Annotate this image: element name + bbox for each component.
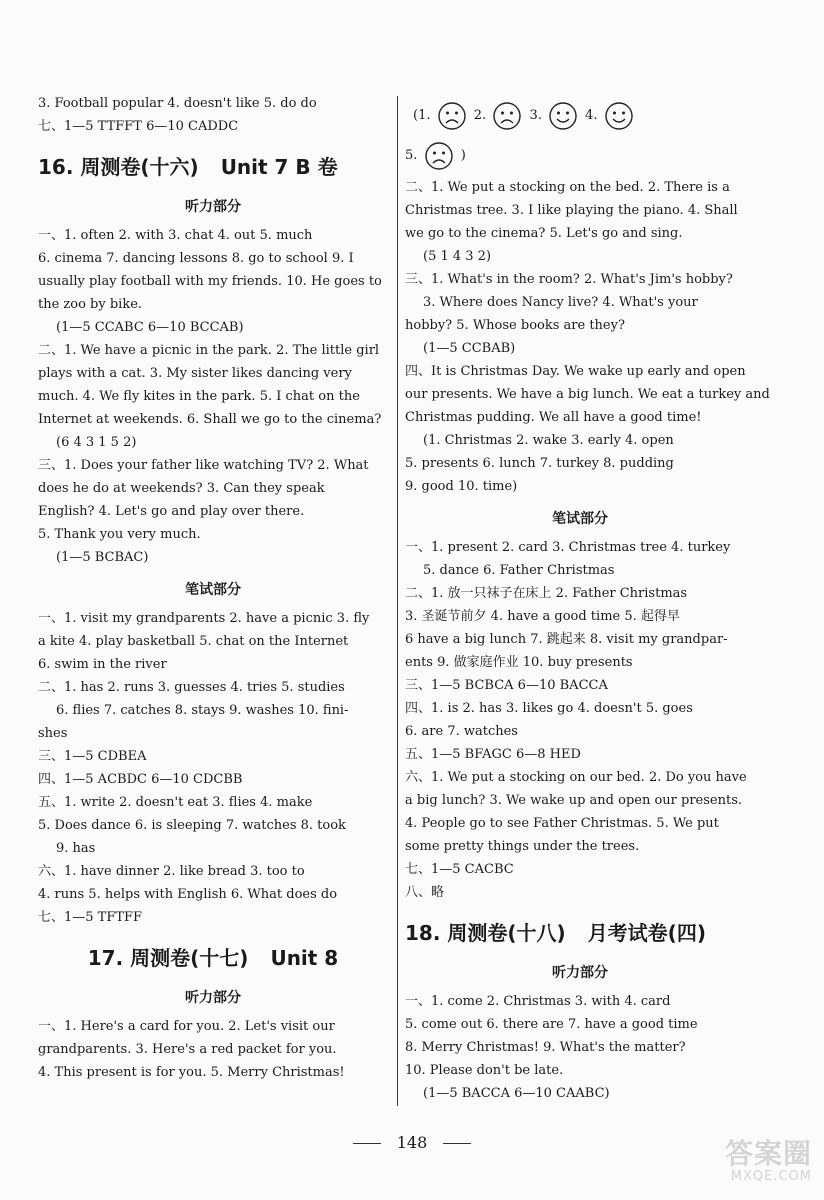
footer-dash <box>353 1143 381 1144</box>
text-line: hobby? 5. Whose books are they? <box>405 318 625 333</box>
answer-key: (5 1 4 3 2) <box>423 249 492 264</box>
answer-key: (1—5 CCBAB) <box>423 341 516 356</box>
text-line: 七、1—5 TFTFF <box>38 910 143 925</box>
answer-key: (1—5 BACCA 6—10 CAABC) <box>423 1086 610 1101</box>
text-line: a big lunch? 3. We wake up and open our presents. <box>405 793 743 808</box>
sad-face-icon <box>492 101 522 131</box>
unit17-heading <box>38 943 388 973</box>
text-line: 4. This present is for you. 5. Merry Christmas! <box>38 1065 345 1080</box>
text-line: 二、1. We have a picnic in the park. 2. The little girl <box>38 343 380 358</box>
unit18-heading <box>405 918 755 948</box>
unit16-heading <box>38 152 388 182</box>
faces-open: (1. <box>413 108 431 123</box>
unit18-title: 18. 周测卷(十八) <box>405 921 566 945</box>
text-line: 四、1. is 2. has 3. likes go 4. doesn't 5. goes <box>405 701 693 716</box>
text-line: 四、It is Christmas Day. We wake up early and open <box>405 364 746 379</box>
face-number: 2. <box>473 108 487 123</box>
answer-key: (1—5 BCBAC) <box>56 550 149 565</box>
text-line: 4. runs 5. helps with English 6. What does do <box>38 887 338 902</box>
text-line: 9. has <box>56 841 96 856</box>
text-line: our presents. We have a big lunch. We eat a turkey and <box>405 387 770 402</box>
text-line: 二、1. has 2. runs 3. guesses 4. tries 5. studies <box>38 680 345 695</box>
faces-close: ) <box>460 148 466 163</box>
text-line: 七、1—5 CACBC <box>405 862 514 877</box>
text-line: 二、1. 放一只袜子在床上 2. Father Christmas <box>405 586 688 601</box>
text-line: 6 have a big lunch 7. 跳起来 8. visit my grandpar- <box>405 632 728 647</box>
text-line: 6. cinema 7. dancing lessons 8. go to school 9. I <box>38 251 354 266</box>
site-watermark <box>725 1138 812 1184</box>
text-line: 四、1—5 ACBDC 6—10 CDCBB <box>38 772 243 787</box>
unit18-subtitle: 月考试卷(四) <box>587 921 706 945</box>
face-number: 4. <box>585 108 598 123</box>
text-line: 三、1—5 CDBEA <box>38 749 147 764</box>
text-line: does he do at weekends? 3. Can they speak <box>38 481 325 496</box>
text-line: 六、1. have dinner 2. like bread 3. too to <box>38 864 305 879</box>
text-line: English? 4. Let's go and play over there. <box>38 504 305 519</box>
text-line: 3. Football popular 4. doesn't like 5. do do <box>38 96 317 111</box>
text-line: 5. dance 6. Father Christmas <box>423 563 615 578</box>
faces-row-1 <box>405 96 755 136</box>
happy-face-icon <box>548 101 578 131</box>
text-line: a kite 4. play basketball 5. chat on the Internet <box>38 634 349 649</box>
face-number: 5. <box>405 148 418 163</box>
text-line: 3. Where does Nancy live? 4. What's your <box>423 295 698 310</box>
page-footer <box>0 1128 824 1158</box>
watermark-logo-text: 答案圈 <box>724 1137 812 1170</box>
unit16-title: 16. 周测卷(十六) <box>38 155 199 179</box>
unit16-subtitle: Unit 7 B 卷 <box>220 155 338 179</box>
text-line: 八、略 <box>405 885 445 900</box>
text-line: 3. 圣诞节前夕 4. have a good time 5. 起得早 <box>405 609 680 624</box>
text-line: Christmas tree. 3. I like playing the piano. 4. Shall <box>405 203 738 218</box>
written-heading: 笔试部分 <box>552 511 608 527</box>
text-line: 8. Merry Christmas! 9. What's the matter? <box>405 1040 686 1055</box>
column-divider <box>397 96 398 1106</box>
text-line: 6. flies 7. catches 8. stays 9. washes 10. fini- <box>56 703 349 718</box>
text-line: 5. Does dance 6. is sleeping 7. watches 8. took <box>38 818 346 833</box>
unit17-subtitle: Unit 8 <box>270 946 339 970</box>
unit17-title: 17. 周测卷(十七) <box>87 946 249 970</box>
sad-face-icon <box>437 101 467 131</box>
text-line: 三、1—5 BCBCA 6—10 BACCA <box>405 678 608 693</box>
text-line: 三、1. What's in the room? 2. What's Jim's hobby? <box>405 272 733 287</box>
text-line: some pretty things under the trees. <box>405 839 640 854</box>
listening-heading: 听力部分 <box>185 990 241 1006</box>
text-line: we go to the cinema? 5. Let's go and sing. <box>405 226 683 241</box>
text-line: 5. Thank you very much. <box>38 527 201 542</box>
text-line: 一、1. come 2. Christmas 3. with 4. card <box>405 994 671 1009</box>
text-line: 五、1—5 BFAGC 6—8 HED <box>405 747 581 762</box>
text-line: plays with a cat. 3. My sister likes dancing very <box>38 366 352 381</box>
answer-key: (6 4 3 1 5 2) <box>56 435 137 450</box>
text-line: the zoo by bike. <box>38 297 143 312</box>
text-line: 5. presents 6. lunch 7. turkey 8. pudding <box>405 456 674 471</box>
text-line: 七、1—5 TTFFT 6—10 CADDC <box>38 119 239 134</box>
text-line: 一、1. present 2. card 3. Christmas tree 4. turkey <box>405 540 731 555</box>
text-line: 二、1. We put a stocking on the bed. 2. There is a <box>405 180 730 195</box>
right-column <box>405 96 770 1105</box>
page-number: 148 <box>396 1133 428 1152</box>
text-line: 一、1. often 2. with 3. chat 4. out 5. much <box>38 228 313 243</box>
text-line: Internet at weekends. 6. Shall we go to the cinema? <box>38 412 382 427</box>
text-line: 一、1. Here's a card for you. 2. Let's visit our <box>38 1019 335 1034</box>
text-line: usually play football with my friends. 10. He goes to <box>38 274 382 289</box>
faces-row-2 <box>405 136 755 176</box>
text-line: Christmas pudding. We all have a good time! <box>405 410 702 425</box>
answer-key: (1—5 CCABC 6—10 BCCAB) <box>56 320 244 335</box>
text-line: 6. swim in the river <box>38 657 167 672</box>
text-line: 5. come out 6. there are 7. have a good time <box>405 1017 698 1032</box>
text-line: 10. Please don't be late. <box>405 1063 564 1078</box>
text-line: 六、1. We put a stocking on our bed. 2. Do you have <box>405 770 747 785</box>
text-line: 五、1. write 2. doesn't eat 3. flies 4. make <box>38 795 313 810</box>
text-line: 6. are 7. watches <box>405 724 518 739</box>
watermark-url: MXQE.COM <box>730 1169 812 1184</box>
face-number: 3. <box>529 108 542 123</box>
text-line: much. 4. We fly kites in the park. 5. I chat on the <box>38 389 360 404</box>
sad-face-icon <box>424 141 454 171</box>
happy-face-icon <box>604 101 634 131</box>
left-column <box>38 92 388 1084</box>
written-heading: 笔试部分 <box>185 582 241 598</box>
footer-dash <box>443 1143 471 1144</box>
answer-key: (1. Christmas 2. wake 3. early 4. open <box>423 433 674 448</box>
listening-heading: 听力部分 <box>185 199 241 215</box>
text-line: grandparents. 3. Here's a red packet for you. <box>38 1042 337 1057</box>
text-line: 4. People go to see Father Christmas. 5. We put <box>405 816 719 831</box>
listening-heading: 听力部分 <box>552 965 608 981</box>
text-line: 三、1. Does your father like watching TV? 2. What <box>38 458 369 473</box>
text-line: 一、1. visit my grandparents 2. have a picnic 3. fly <box>38 611 370 626</box>
text-line: ents 9. 做家庭作业 10. buy presents <box>405 655 633 670</box>
text-line: 9. good 10. time) <box>405 479 518 494</box>
text-line: shes <box>38 726 68 741</box>
